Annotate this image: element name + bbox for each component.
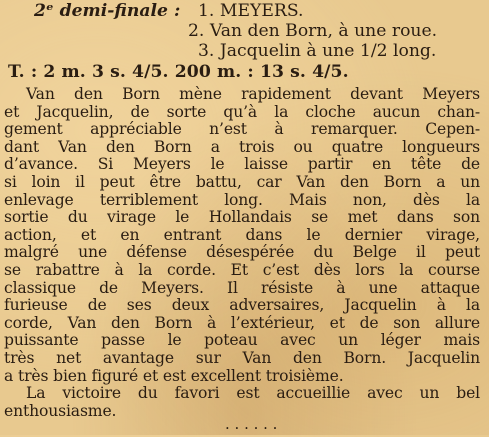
article-line: Van den Born mène rapidement devant Meyers [26, 85, 480, 103]
cut-off-glyphs: · · · · · · [225, 419, 278, 437]
article-line: furieuse de ses deux adversaires, Jacquelin à la [4, 296, 480, 315]
result-first: 1. MEYERS. [198, 1, 304, 21]
race-time: T. : 2 m. 3 s. 4/5. 200 m. : 13 s. 4/5. [8, 62, 349, 82]
article-line: classique de Meyers. Il résiste à une attaque [4, 278, 480, 297]
article-line: a très bien figuré et est excellent troisième. [4, 366, 344, 385]
article-line: dant Van den Born a trois ou quatre longueurs [4, 137, 480, 156]
cut-off-text [225, 419, 305, 437]
article-line: action, et en entrant dans le dernier virage, [4, 225, 480, 244]
article-line: et Jacquelin, de sorte qu’à la cloche aucun chan- [4, 102, 480, 121]
article-line: se rabattre à la corde. Et c’est dès lors la course [4, 260, 480, 279]
article-text [4, 86, 480, 420]
article-line: très net avantage sur Van den Born. Jacquelin [4, 348, 480, 367]
result-third: 3. Jacquelin à une 1/2 long. [198, 41, 437, 61]
article-line: d’avance. Si Meyers le laisse partir en tête de [4, 155, 480, 174]
article-line: sortie du virage le Hollandais se met dans son [4, 208, 480, 227]
article-line: malgré une défense désespérée du Belge il peut [4, 243, 480, 262]
result-second: 2. Van den Born, à une roue. [188, 21, 438, 41]
article-line: enlevage terriblement long. Mais non, dès la [4, 190, 480, 209]
article-line: corde, Van den Born à l’extérieur, et de son allure [4, 313, 480, 332]
article-line: enthousiasme. [4, 401, 117, 420]
article-line: puissante passe le poteau avec un léger mais [4, 331, 480, 350]
semi-final-label: 2ᵉ demi-finale : [34, 1, 181, 21]
article-line: gement appréciable n’est à remarquer. Cepen- [4, 120, 480, 139]
article-line: si loin il peut être battu, car Van den Born a un [4, 172, 480, 191]
article-line: La victoire du favori est accueillie avec un bel [26, 384, 480, 403]
